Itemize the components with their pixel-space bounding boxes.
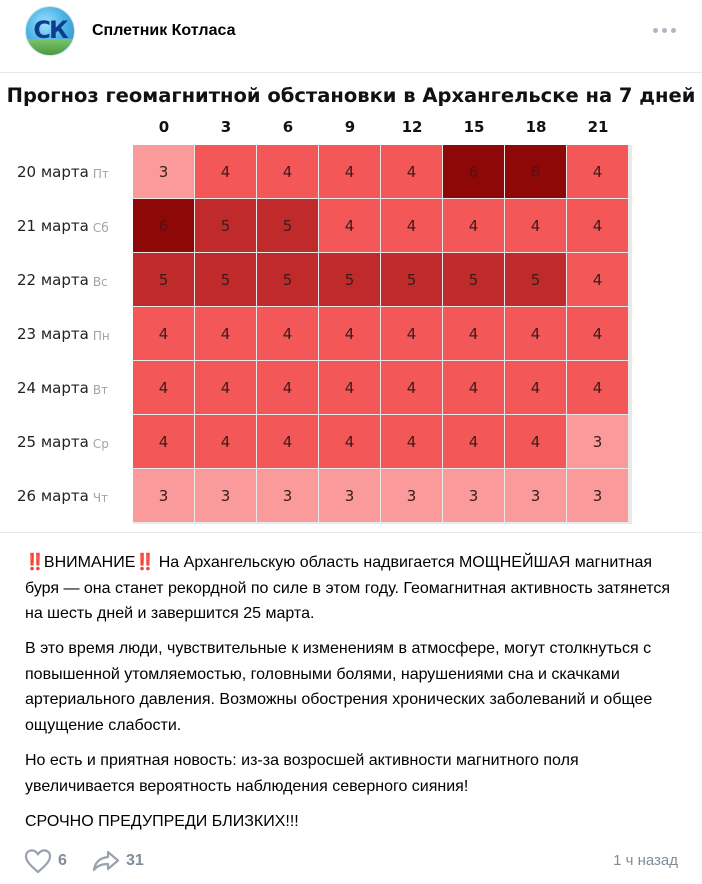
post-paragraph-1 <box>25 549 685 627</box>
heatmap-cell: 3 <box>381 469 442 522</box>
like-button[interactable] <box>24 846 67 876</box>
heatmap-cell: 4 <box>567 361 628 414</box>
warning-icon: ‼️ <box>25 552 44 571</box>
post-paragraph-3: Но есть и приятная новость: из-за возросшей активности магнитного поля увеличивается вероятность наблюдения северного сияния! <box>25 752 579 795</box>
heatmap-cell: 3 <box>505 469 566 522</box>
heatmap-cell: 3 <box>257 469 318 522</box>
post-paragraph-2: В это время люди, чувствительные к изменениям в атмосфере, могут столкнуться с повышенной утомляемостью, головными болями, нарушениями сна и скачками артериального давления. Возможны обострения хронических заболеваний и общее ощущение слабости. <box>25 640 653 734</box>
heatmap-cell: 4 <box>381 307 442 360</box>
heatmap-cell: 3 <box>133 469 194 522</box>
heatmap-cell: 4 <box>567 145 628 198</box>
heatmap-cell: 5 <box>257 253 318 306</box>
heatmap-cell: 3 <box>443 469 504 522</box>
heatmap-cell: 4 <box>319 361 380 414</box>
heatmap-cell: 5 <box>505 253 566 306</box>
more-dot-icon <box>653 28 658 33</box>
heatmap-cell: 3 <box>567 469 628 522</box>
heatmap-cell: 6 <box>133 199 194 252</box>
row-label <box>17 307 135 361</box>
heatmap-cell: 4 <box>567 253 628 306</box>
row-date: 24 марта <box>17 379 89 397</box>
heatmap-cell: 4 <box>505 415 566 468</box>
heatmap-cell: 4 <box>381 415 442 468</box>
heatmap-cell: 4 <box>381 361 442 414</box>
heatmap-cell: 4 <box>505 307 566 360</box>
heatmap-cell: 4 <box>443 415 504 468</box>
column-label: 18 <box>525 118 547 136</box>
image-bottom-divider <box>0 532 702 533</box>
heatmap-cell: 4 <box>443 361 504 414</box>
heatmap-cell: 3 <box>133 145 194 198</box>
post-footer <box>0 842 702 880</box>
heatmap-cell: 4 <box>505 361 566 414</box>
row-label <box>17 199 135 253</box>
heatmap-cell: 5 <box>319 253 380 306</box>
channel-name[interactable]: Сплетник Котласа <box>92 22 236 39</box>
column-label: 21 <box>587 118 609 136</box>
avatar-monogram: СК <box>33 16 67 44</box>
warning-lead: ВНИМАНИЕ <box>43 554 136 571</box>
row-date: 20 марта <box>17 163 89 181</box>
column-label: 15 <box>463 118 485 136</box>
heatmap-cell: 4 <box>257 145 318 198</box>
column-label: 3 <box>220 118 232 136</box>
heatmap-cell: 6 <box>505 145 566 198</box>
share-count: 31 <box>126 852 144 869</box>
heatmap-cell: 4 <box>257 361 318 414</box>
column-label: 6 <box>282 118 294 136</box>
warning-icon: ‼️ <box>135 552 155 571</box>
share-arrow-icon <box>92 849 120 873</box>
heatmap-cell: 4 <box>505 199 566 252</box>
heatmap-cell: 4 <box>567 307 628 360</box>
row-weekday: Вт <box>92 383 109 397</box>
column-label: 9 <box>344 118 356 136</box>
post-paragraph-4: СРОЧНО ПРЕДУПРЕДИ БЛИЗКИХ!!! <box>25 813 299 830</box>
share-button[interactable] <box>92 846 144 876</box>
heatmap-cell: 5 <box>443 253 504 306</box>
chart-title: Прогноз геомагнитной обстановки в Архангельске на 7 дней <box>6 84 696 107</box>
heatmap-cell: 3 <box>567 415 628 468</box>
more-options-button[interactable] <box>648 20 680 40</box>
heatmap-cell: 5 <box>195 199 256 252</box>
like-count: 6 <box>58 852 67 869</box>
post-image[interactable] <box>0 73 702 532</box>
heatmap-cell: 4 <box>195 145 256 198</box>
row-date: 21 марта <box>17 217 89 235</box>
heatmap-cell: 5 <box>381 253 442 306</box>
heatmap-cell: 4 <box>133 361 194 414</box>
column-label: 0 <box>158 118 170 136</box>
row-date: 25 марта <box>17 433 89 451</box>
row-weekday: Пн <box>92 329 110 343</box>
column-label: 12 <box>401 118 423 136</box>
heatmap-cell: 4 <box>381 145 442 198</box>
avatar[interactable] <box>25 6 75 56</box>
heatmap-cell: 4 <box>443 199 504 252</box>
paragraph-1-body: На Архангельскую область надвигается МОЩНЕЙШАЯ магнитная буря — она станет рекордной по силе в этом году. Геомагнитная активность затянется на шесть дней и завершится 25 марта. <box>25 554 671 622</box>
heatmap-cell: 4 <box>381 199 442 252</box>
heatmap-cell: 4 <box>319 307 380 360</box>
heatmap-cell: 3 <box>195 469 256 522</box>
row-weekday: Вс <box>92 275 108 289</box>
row-date: 26 марта <box>17 487 89 505</box>
heatmap-cell: 4 <box>133 307 194 360</box>
heatmap-cell: 4 <box>319 199 380 252</box>
heatmap-cell: 6 <box>443 145 504 198</box>
heart-icon <box>24 848 52 874</box>
heatmap-cell: 4 <box>319 415 380 468</box>
post-timestamp[interactable]: 1 ч назад <box>613 852 678 869</box>
row-date: 23 марта <box>17 325 89 343</box>
heatmap-cell: 4 <box>319 145 380 198</box>
heatmap-cell: 4 <box>443 307 504 360</box>
row-label <box>17 415 135 469</box>
row-weekday: Пт <box>92 167 109 181</box>
more-dot-icon <box>671 28 676 33</box>
row-label <box>17 145 135 199</box>
heatmap-cell: 4 <box>257 415 318 468</box>
row-label <box>17 469 135 523</box>
heatmap-cell: 4 <box>567 199 628 252</box>
heatmap-cell: 4 <box>195 307 256 360</box>
row-label <box>17 253 135 307</box>
heatmap-cell: 4 <box>195 361 256 414</box>
heatmap-cell: 4 <box>133 415 194 468</box>
heatmap-cell: 4 <box>257 307 318 360</box>
heatmap-cell: 4 <box>195 415 256 468</box>
row-weekday: Ср <box>92 437 109 451</box>
post-header <box>0 0 702 72</box>
row-weekday: Чт <box>92 491 109 505</box>
heatmap-cell: 5 <box>257 199 318 252</box>
row-date: 22 марта <box>17 271 89 289</box>
heatmap-grid <box>133 145 632 524</box>
heatmap-cell: 3 <box>319 469 380 522</box>
heatmap-cell: 5 <box>133 253 194 306</box>
heatmap-cell: 5 <box>195 253 256 306</box>
row-weekday: Сб <box>92 221 109 235</box>
row-label <box>17 361 135 415</box>
more-dot-icon <box>662 28 667 33</box>
